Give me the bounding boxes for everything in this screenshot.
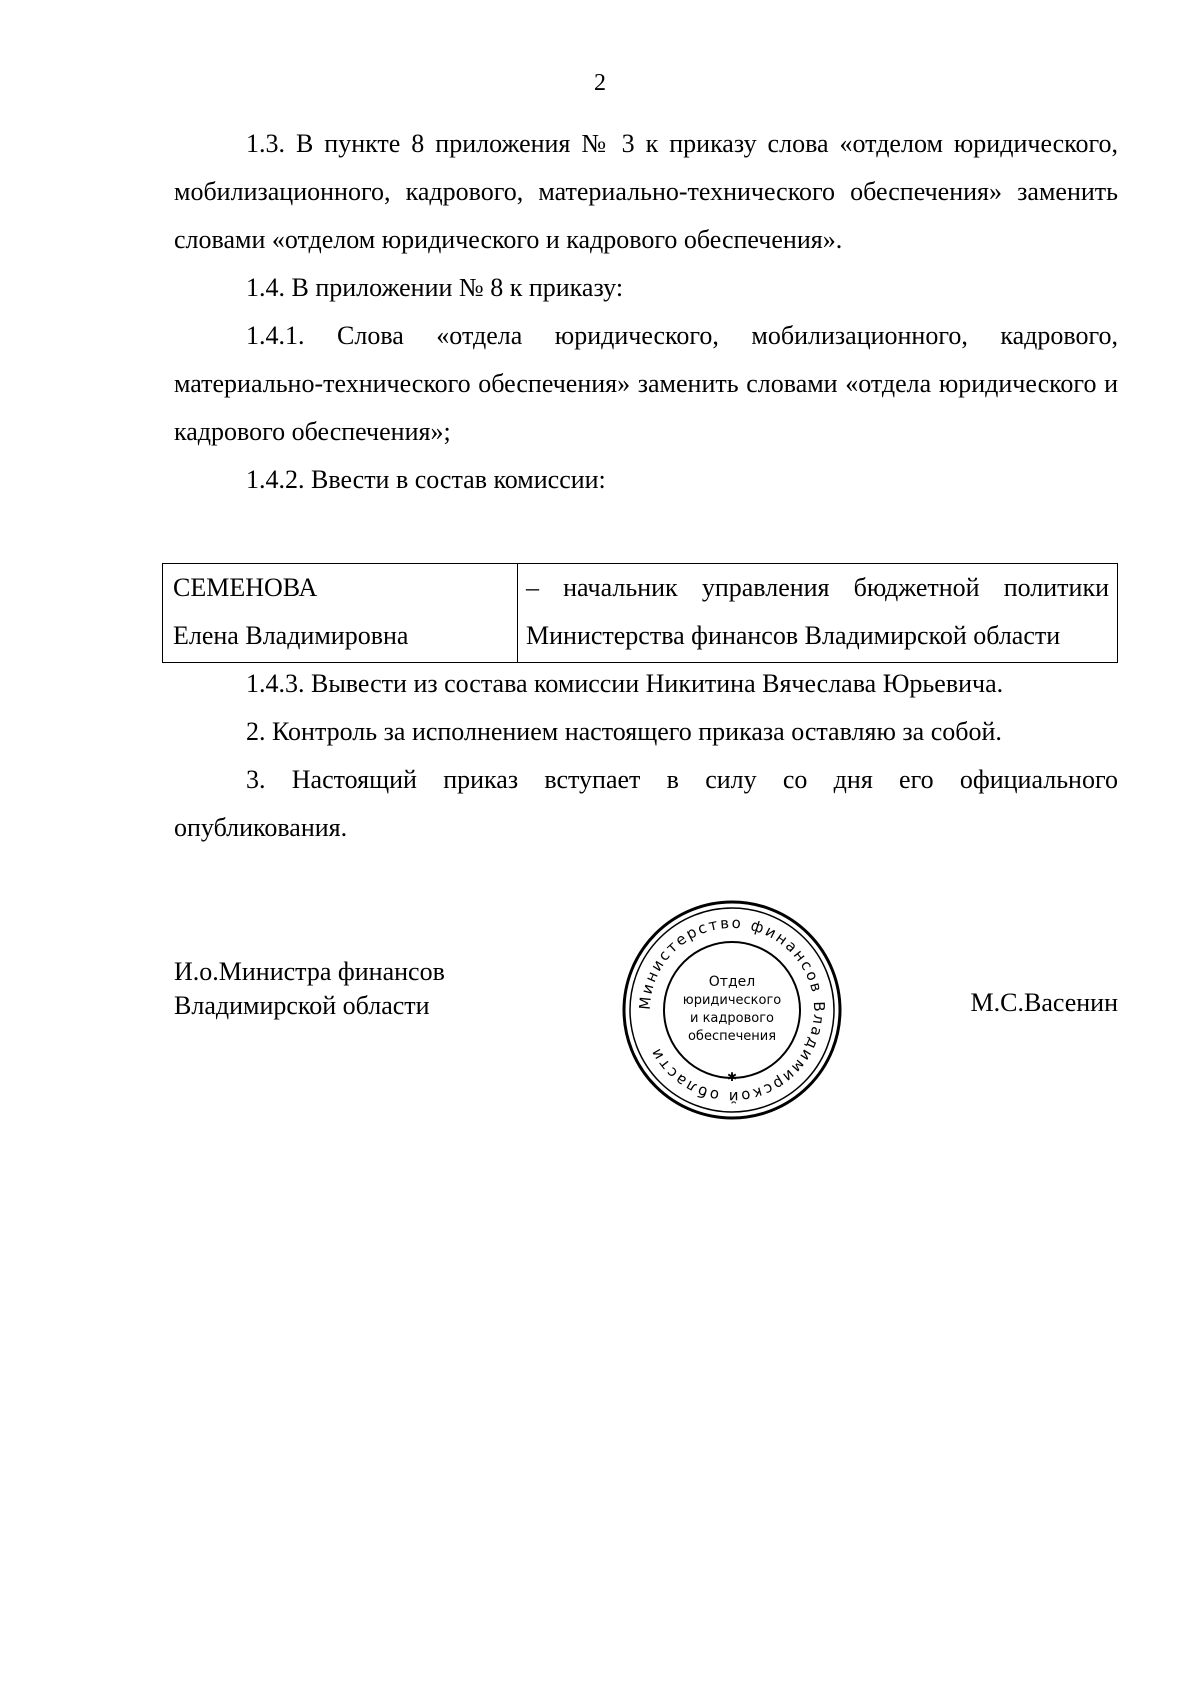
- member-position-cell: [518, 564, 1118, 663]
- paragraph-1-4: 1.4. В приложении № 8 к приказу:: [246, 273, 624, 302]
- member-surname: СЕМЕНОВА: [173, 573, 318, 602]
- signatory-name: М.С.Васенин: [970, 988, 1118, 1017]
- stamp-ring-text: Министерство финансов Владимирской области: [635, 913, 829, 1107]
- stamp-center-line4: обеспечения: [687, 1029, 777, 1044]
- stamp-center-line2: юридического: [682, 993, 782, 1008]
- member-position-line2: Министерства финансов Владимирской области: [526, 621, 1061, 650]
- stamp-inner-ring: [664, 942, 800, 1078]
- page-number: 2: [594, 70, 606, 96]
- stamp-star-icon: ✱: [726, 1070, 738, 1084]
- stamp-center-line3: и кадрового: [690, 1011, 774, 1026]
- member-given-names: Елена Владимировна: [173, 621, 409, 650]
- signatory-title-line1: И.о.Министра финансов: [174, 957, 445, 986]
- stamp-outer-ring: [624, 902, 840, 1118]
- table-row: [163, 564, 1118, 663]
- document-body: [174, 120, 1118, 504]
- document-body-continued: [174, 660, 1118, 852]
- paragraph-1-4-2: 1.4.2. Ввести в состав комиссии:: [246, 465, 606, 494]
- signatory-title-line2: Владимирской области: [174, 991, 430, 1020]
- signatory-title: [174, 955, 445, 1023]
- member-position-line1: – начальник управления бюджетной политики: [526, 573, 1109, 602]
- stamp-center-line1: Отдел: [708, 974, 756, 990]
- commission-table: [162, 563, 1118, 663]
- paragraph-1-4-3: 1.4.3. Вывести из состава комиссии Никитина Вячеслава Юрьевича.: [246, 669, 1004, 698]
- member-name-cell: [163, 564, 518, 663]
- official-stamp: [620, 898, 844, 1122]
- paragraph-3: 3. Настоящий приказ вступает в силу со дня его официального опубликования.: [174, 765, 1118, 842]
- paragraph-1-4-1: 1.4.1. Слова «отдела юридического, мобилизационного, кадрового, материально-технического обеспечения» заменить словами «отдела юридического и кадрового обеспечения»;: [174, 321, 1118, 446]
- paragraph-1-3: 1.3. В пункте 8 приложения № 3 к приказу слова «отделом юридического, мобилизационного, кадрового, материально-технического обеспечения» заменить словами «отделом юридического и кадрового обеспечения».: [174, 129, 1118, 254]
- paragraph-2: 2. Контроль за исполнением настоящего приказа оставляю за собой.: [246, 717, 1002, 746]
